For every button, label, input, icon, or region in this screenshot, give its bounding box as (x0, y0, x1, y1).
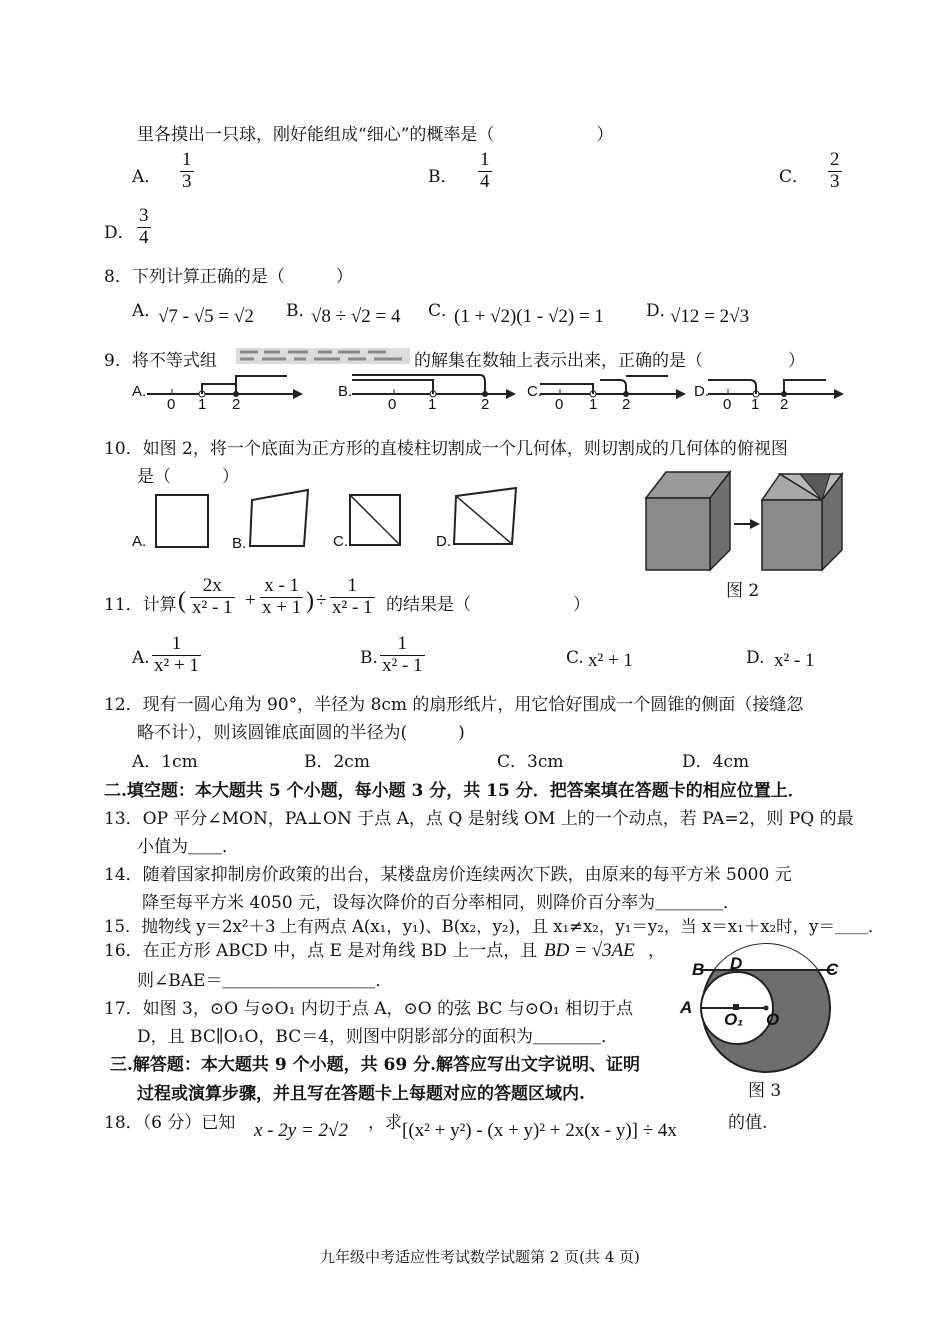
q14-line1: 14．随着国家抑制房价政策的出台，某楼盘房价连续两次下跌，由原来的每平方米 5000 元 (104, 865, 792, 885)
q9-inequality-system-image (234, 344, 412, 368)
q10-option-c-square-diagonal (348, 493, 404, 549)
denominator: 3 (182, 170, 192, 192)
q10-option-d-label: D. (436, 533, 451, 550)
q8-option-a-label: A． (132, 301, 162, 321)
q11-divide: ÷ (316, 590, 327, 611)
q11-option-a-fraction (152, 634, 201, 677)
q7-option-a-label: A． (132, 167, 162, 187)
q11-option-c-label: C. (566, 648, 584, 668)
q9-option-b-label: B. (338, 383, 353, 400)
fig3-label-o: O (766, 1010, 780, 1029)
q11-fraction-2 (260, 576, 303, 619)
q12-option-d: D．4cm (682, 752, 750, 772)
q18-given: x - 2y = 2√2 (254, 1120, 348, 1141)
q9-a-tick-0: 0 (167, 396, 176, 413)
q12-option-a: A．1cm (132, 752, 198, 772)
q10-option-a-label: A. (132, 533, 147, 550)
fig3-label-d: D (730, 954, 743, 973)
section-3-heading-line2: 过程或演算步骤，并且写在答题卡上每题对应的答题区域内. (137, 1084, 585, 1104)
q11-stem-end: 的结果是（ ） (386, 595, 590, 615)
page-footer: 九年级中考适应性考试数学试题第 2 页(共 4 页) (320, 1248, 640, 1266)
q9-stem-start: 9．将不等式组 (104, 351, 217, 371)
q18-prefix: 18．（6 分）已知 (104, 1113, 236, 1133)
q7-option-b-label: B． (428, 167, 458, 187)
q10-option-b-quadrilateral (246, 488, 312, 550)
q8-option-b-expr: √8 ÷ √2 = 4 (311, 306, 401, 327)
q9-option-d-label: D. (694, 383, 709, 400)
q11-option-d-expr: x² - 1 (774, 650, 815, 671)
q14-line2: 降至每平方米 4050 元，设每次降价的百分率相同，则降价百分率为＿＿＿＿． (142, 893, 741, 913)
fig3-label-b: B (692, 960, 705, 979)
q9-a-tick-1: 1 (198, 396, 207, 413)
numerator: 2 (830, 149, 840, 170)
fig3-label-a: A (680, 998, 693, 1017)
numerator: 2x (202, 575, 222, 596)
numerator: 1 (182, 149, 192, 170)
q7-option-c-fraction (828, 150, 842, 193)
q9-c-tick-0: 0 (555, 396, 564, 413)
q8-option-b-label: B． (286, 301, 316, 321)
q17-line1: 17．如图 3，⊙O 与⊙O₁ 内切于点 A，⊙O 的弦 BC 与⊙O₁ 相切于点 (104, 999, 634, 1019)
numerator: 1 (397, 633, 408, 654)
q10-option-b-label: B. (232, 535, 247, 552)
q10-option-a-square (155, 494, 209, 548)
figure-2-prism-cut (640, 466, 850, 574)
q7-option-d-label: D． (104, 223, 135, 243)
section-3-heading-line1: 三.解答题：本大题共 9 个小题，共 69 分.解答应写出文字说明、证明 (110, 1055, 640, 1075)
q9-d-tick-2: 2 (780, 396, 789, 413)
numerator: 1 (480, 149, 490, 170)
q9-b-tick-1: 1 (428, 396, 437, 413)
q7-option-b-fraction (478, 150, 492, 193)
q9-d-tick-1: 1 (751, 396, 760, 413)
q11-option-a-label: A. (132, 648, 150, 668)
q9-option-c-label: C. (527, 383, 542, 400)
q16-line2: 则∠BAE＝＿＿＿＿＿＿＿＿＿． (137, 971, 393, 991)
denominator: x² - 1 (332, 596, 373, 618)
q11-stem-start: 11．计算 (104, 595, 177, 615)
q11-option-d-label: D. (746, 648, 765, 668)
q8-option-a-expr: √7 - √5 = √2 (158, 306, 254, 327)
q13-line2: 小值为＿＿． (137, 837, 239, 857)
q12-option-b: B．2cm (304, 752, 370, 772)
q7-option-c-label: C． (779, 167, 810, 187)
q18-mid: ，求 (368, 1113, 402, 1133)
q7-stem: 里各摸出一只球，刚好能组成“细心”的概率是（ ） (137, 125, 614, 145)
q9-stem-end: 的解集在数轴上表示出来，正确的是（ ） (414, 351, 805, 371)
q10-stem-line2: 是（ ） (137, 467, 239, 487)
figure-3-caption: 图 3 (748, 1081, 782, 1101)
q9-d-tick-0: 0 (723, 396, 732, 413)
figure-3-circles (676, 934, 846, 1076)
q9-c-tick-1: 1 (589, 396, 598, 413)
denominator: 4 (139, 226, 149, 248)
q16-expr: BD = √3AE (544, 940, 635, 961)
q16-line1: 16．在正方形 ABCD 中，点 E 是对角线 BD 上一点，且 (104, 941, 538, 961)
q12-stem-line2: 略不计），则该圆锥底面圆的半径为( ) (137, 723, 465, 743)
denominator: x² - 1 (192, 596, 233, 618)
q10-stem-line1: 10．如图 2，将一个底面为正方形的直棱柱切割成一个几何体，则切割成的几何体的俯视图 (104, 439, 788, 459)
q7-option-d-fraction (137, 206, 151, 249)
q11-plus: + (245, 590, 256, 611)
q9-c-tick-2: 2 (622, 396, 631, 413)
q8-option-d-label: D． (646, 301, 677, 321)
denominator: 3 (830, 170, 840, 192)
q10-option-d-quadrilateral-diagonal (450, 486, 520, 550)
q15-line: 15．抛物线 y＝2x²＋3 上有两点 A(x₁，y₁)、B(x₂，y₂)，且 x₁≠x₂，y₁＝y₂，当 x＝x₁＋x₂时，y＝＿＿． (104, 917, 885, 936)
numerator: 1 (171, 633, 182, 654)
numerator: 1 (347, 575, 358, 596)
q12-option-c: C．3cm (497, 752, 564, 772)
denominator: 4 (480, 170, 490, 192)
q11-option-c-expr: x² + 1 (588, 650, 633, 671)
q8-option-c-expr: (1 + √2)(1 - √2) = 1 (454, 306, 604, 327)
q18-suffix: 的值. (728, 1113, 768, 1133)
numerator: 3 (139, 205, 149, 226)
denominator: x² - 1 (382, 654, 423, 676)
q13-line1: 13．OP 平分∠MON，PA⊥ON 于点 A，点 Q 是射线 OM 上的一个动点，若 PA=2，则 PQ 的最 (104, 809, 854, 829)
q8-stem: 8．下列计算正确的是（ ） (104, 267, 353, 287)
q9-b-tick-0: 0 (388, 396, 397, 413)
q11-option-b-label: B. (360, 648, 378, 668)
q8-option-c-label: C． (428, 301, 459, 321)
q9-b-tick-2: 2 (481, 396, 490, 413)
q9-option-a-label: A. (132, 383, 147, 400)
denominator: x² + 1 (154, 654, 199, 676)
q9-a-tick-2: 2 (232, 396, 241, 413)
q11-option-b-fraction (380, 634, 425, 677)
q12-stem-line1: 12．现有一圆心角为 90°，半径为 8cm 的扇形纸片，用它恰好围成一个圆锥的侧面（接缝忽 (104, 695, 804, 715)
fig3-label-o1: O₁ (724, 1010, 744, 1029)
q10-option-c-label: C. (333, 533, 348, 550)
q11-close-paren: ) (306, 588, 314, 614)
q11-fraction-1 (190, 576, 235, 619)
q8-option-d-expr: √12 = 2√3 (670, 306, 750, 327)
q11-fraction-3 (330, 576, 375, 619)
fig3-label-c: C (826, 960, 839, 979)
denominator: x + 1 (262, 596, 302, 618)
q17-line2: D，且 BC∥O₁O，BC＝4，则图中阴影部分的面积为＿＿＿＿． (137, 1027, 619, 1047)
section-2-heading: 二.填空题：本大题共 5 个小题，每小题 3 分，共 15 分．把答案填在答题卡的相应位置上． (104, 781, 805, 801)
q11-open-paren: ( (178, 588, 186, 614)
q18-expression: [(x² + y²) - (x + y)² + 2x(x - y)] ÷ 4x (402, 1120, 677, 1141)
q16-line1-end: ， (648, 941, 665, 961)
numerator: x - 1 (264, 575, 300, 596)
q7-option-a-fraction (180, 150, 194, 193)
figure-2-caption: 图 2 (726, 581, 760, 601)
